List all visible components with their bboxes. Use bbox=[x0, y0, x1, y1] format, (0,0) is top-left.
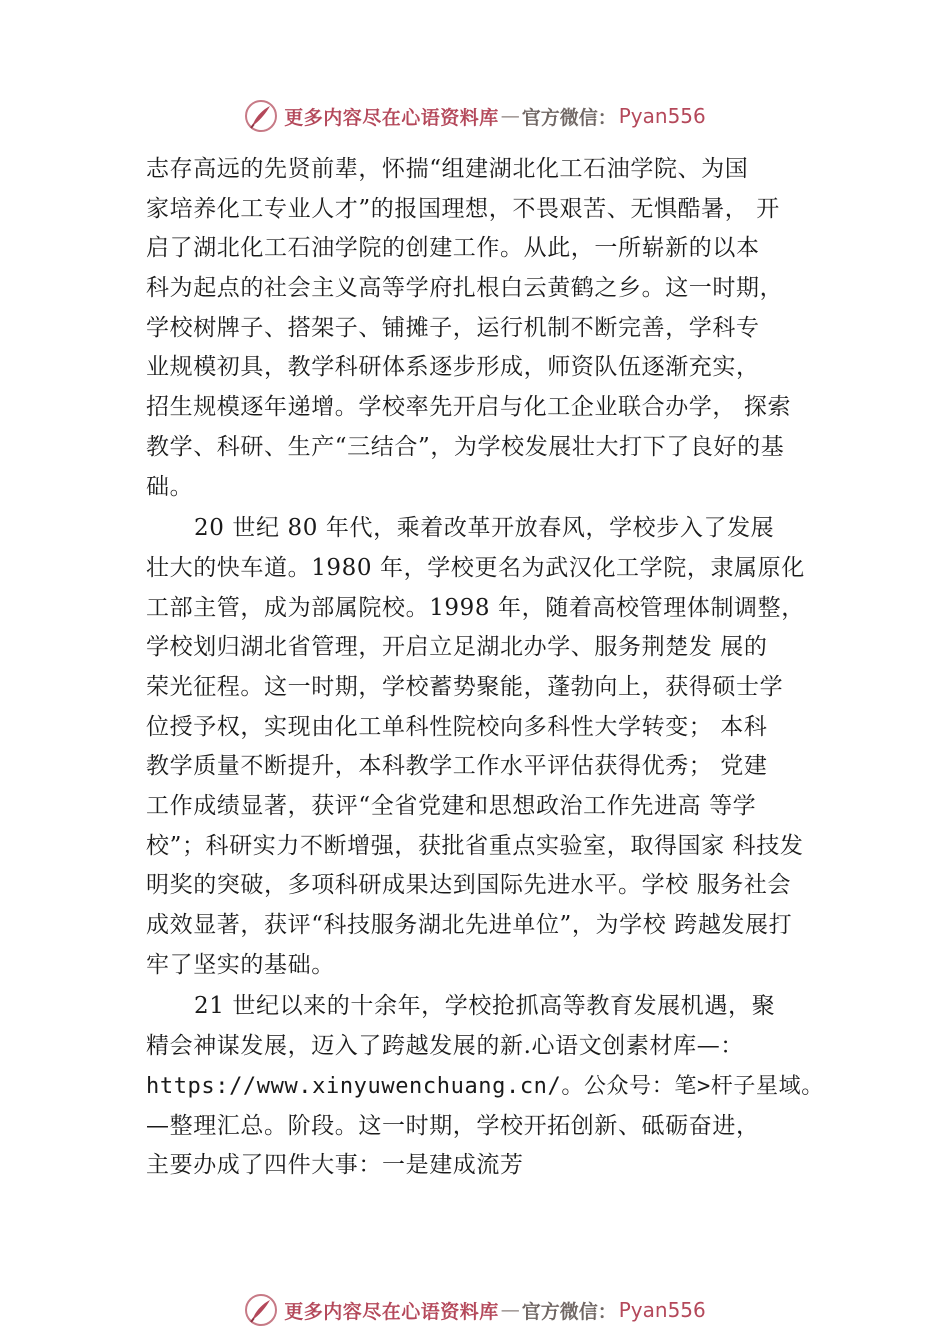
banner-text: 更多内容尽在心语资料库 bbox=[284, 1300, 499, 1323]
paragraph bbox=[146, 150, 836, 507]
text-line: 校”；科研实力不断增强，获批省重点实验室，取得国家 科技发 bbox=[146, 832, 804, 859]
footer-banner bbox=[0, 1290, 950, 1330]
text-line: 工作成绩显著，获评“全省党建和思想政治工作先进高 等学 bbox=[146, 793, 757, 819]
text-line: 家培养化工专业人才”的报国理想，不畏艰苦、无惧酷暑， 开 bbox=[146, 195, 780, 222]
text-line: 牢了坚实的基础。 bbox=[146, 951, 335, 978]
banner-label: 官方微信： bbox=[521, 106, 617, 129]
text-line: 主要办成了四件大事：一是建成流芳 bbox=[146, 1152, 524, 1179]
text-line: 荣光征程。这一时期，学校蓄势聚能，蓬勃向上，获得硕士学 bbox=[146, 673, 784, 700]
text-line: 志存高远的先贤前辈，怀揣“组建湖北化工石油学院、为国 bbox=[146, 156, 749, 182]
text-line: 精会神谋发展，迈入了跨越发展的新.心语文创素材库—： bbox=[146, 1033, 744, 1060]
text-line: 工部主管，成为部属院校。1998 年，随着高校管理体制调整， bbox=[146, 594, 805, 621]
text-line: 教学质量不断提升，本科教学工作水平评估获得优秀； 党建 bbox=[146, 753, 768, 780]
text-line: 位授予权，实现由化工单科性院校向多科性大学转变； 本科 bbox=[146, 713, 768, 740]
document-body bbox=[146, 150, 836, 1186]
banner-text: 更多内容尽在心语资料库 bbox=[284, 106, 499, 129]
paragraph bbox=[146, 509, 836, 985]
header-banner bbox=[0, 96, 950, 136]
text-line: 教学、科研、生产“三结合”，为学校发展壮大打下了良好的基 bbox=[146, 433, 785, 460]
text-line: 20 世纪 80 年代，乘着改革开放春风，学校步入了发展 bbox=[194, 515, 775, 542]
paragraph bbox=[146, 987, 836, 1185]
text-line: 业规模初具，教学科研体系逐步形成，师资队伍逐渐充实， bbox=[146, 354, 760, 381]
banner-wechat-id: Pyan556 bbox=[618, 1298, 706, 1322]
text-line: 科为起点的社会主义高等学府扎根白云黄鹤之乡。这一时期， bbox=[146, 275, 784, 302]
banner-label: 官方微信： bbox=[521, 1300, 617, 1323]
banner-separator: — bbox=[500, 105, 520, 127]
text-line: 学校划归湖北省管理，开启立足湖北办学、服务荆楚发 展的 bbox=[146, 634, 768, 661]
text-line: 启了湖北化工石油学院的创建工作。从此，一所崭新的以本 bbox=[146, 235, 760, 262]
banner-wechat-id: Pyan556 bbox=[618, 104, 706, 128]
url-line[interactable]: https://www.xinyuwenchuang.cn/。公众号：笔>杆子星域。 bbox=[146, 1073, 824, 1099]
quill-logo-icon bbox=[244, 1293, 278, 1327]
text-line: 础。 bbox=[146, 473, 194, 500]
text-line: 21 世纪以来的十余年，学校抢抓高等教育发展机遇，聚 bbox=[194, 993, 776, 1020]
text-line: —整理汇总。阶段。这一时期，学校开拓创新、砥砺奋进， bbox=[146, 1112, 760, 1139]
text-line: 招生规模逐年递增。学校率先开启与化工企业联合办学， 探索 bbox=[146, 394, 792, 421]
banner-separator: — bbox=[500, 1299, 520, 1321]
text-line: 学校树牌子、搭架子、铺摊子，运行机制不断完善，学科专 bbox=[146, 314, 760, 341]
text-line: 壮大的快车道。1980 年，学校更名为武汉化工学院，隶属原化 bbox=[146, 554, 805, 581]
quill-logo-icon bbox=[244, 99, 278, 133]
text-line: 成效显著，获评“科技服务湖北先进单位”，为学校 跨越发展打 bbox=[146, 912, 793, 939]
text-line: 明奖的突破，多项科研成果达到国际先进水平。学校 服务社会 bbox=[146, 872, 792, 899]
